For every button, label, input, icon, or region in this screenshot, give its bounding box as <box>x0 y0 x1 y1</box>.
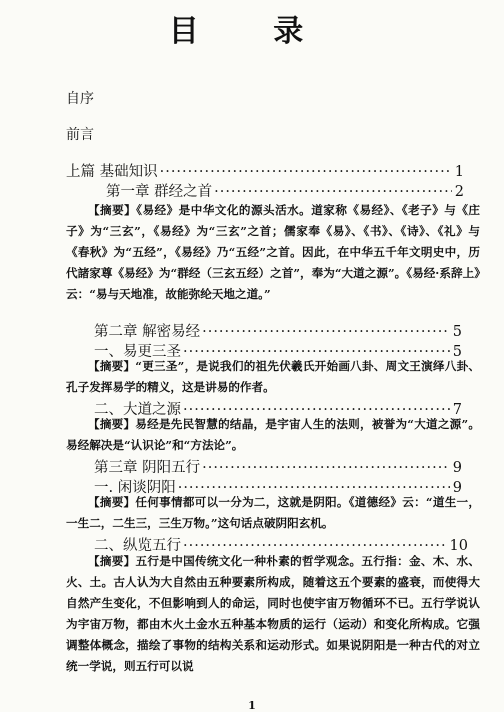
toc-label: 第二章 解密易经 <box>94 324 201 340</box>
toc-page-number: 2 <box>454 184 464 200</box>
toc-entry-chapter-1 <box>106 180 464 201</box>
chapter-1-abstract: 【摘要】《易经》是中华文化的源头活水。道家称《易经》、《老子》与《庄子》为“三玄”，《易经》为“三玄”之首；儒家奉《易》、《书》、《诗》、《礼》与《春秋》为“五经”，《易经》乃“五经”之首。因此，在中华五千年文明史中，历代諸家尊《易经》为“群经（三玄五经）之首”，奉为“大道之源”。《易经·系辞上》云：“易与天地准，故能弥纶天地之道。” <box>66 203 480 301</box>
toc-page-number: 7 <box>452 402 462 418</box>
toc-label: 第一章 群经之首 <box>106 184 213 200</box>
section-3-1-abstract: 【摘要】任何事情都可以一分为二，这就是阴阳。《道德经》云：“道生一，一生二，二生三，三生万物。”这句话点破阴阳玄机。 <box>66 495 480 530</box>
section-2-1-abstract: 【摘要】“更三圣”，是说我们的祖先伏羲氏开始画八卦、周文王演绎八卦、孔子发挥易学的精义，这是讲易的作者。 <box>66 359 480 394</box>
leader-dots <box>202 324 450 340</box>
toc-entry-chapter-2 <box>94 320 462 341</box>
toc-label: 二、纵览五行 <box>94 538 181 554</box>
toc-label: 二、大道之源 <box>94 402 181 418</box>
toc-page-number: 5 <box>452 344 462 360</box>
toc-entry-chapter-3 <box>94 456 462 477</box>
toc-entry-part1 <box>66 160 464 181</box>
footer-page-number: 1 <box>248 699 256 712</box>
toc-page-number: 9 <box>452 480 462 496</box>
page-title: 目 录 <box>168 14 336 49</box>
toc-foreword: 前言 <box>66 127 94 143</box>
toc-label: 一、易更三圣 <box>94 344 181 360</box>
leader-dots <box>202 460 450 476</box>
toc-page-number: 1 <box>454 164 464 180</box>
toc-page-number: 5 <box>452 324 462 340</box>
section-2-2-abstract: 【摘要】易经是先民智慧的结晶，是宇宙人生的法则，被誉为“大道之源”。易经解决是“认识论”和“方法论”。 <box>66 417 480 452</box>
leader-dots <box>160 164 452 180</box>
toc-label: 第三章 阴阳五行 <box>94 460 201 476</box>
toc-page-number: 10 <box>449 538 468 554</box>
leader-dots <box>214 184 452 200</box>
toc-page-number: 9 <box>452 460 462 476</box>
toc-label: 一. 闲谈阴阳 <box>94 480 176 496</box>
toc-label: 上篇 基础知识 <box>66 164 158 180</box>
section-3-2-abstract: 【摘要】五行是中国传统文化一种朴素的哲学观念。五行指：金、木、水、火、土。古人认为大自然由五种要素所构成，随着这五个要素的盛衰，而使得大自然产生变化，不但影响到人的命运，同时也使宇宙万物循环不已。五行学说认为宇宙万物，都由木火土金水五种基本物质的运行（运动）和变化所构成。它强调整体概念，描绘了事物的结构关系和运动形式。如果说阴阳是一种古代的对立统一学说，则五行可以说 <box>66 554 480 673</box>
toc-preface: 自序 <box>66 91 94 107</box>
